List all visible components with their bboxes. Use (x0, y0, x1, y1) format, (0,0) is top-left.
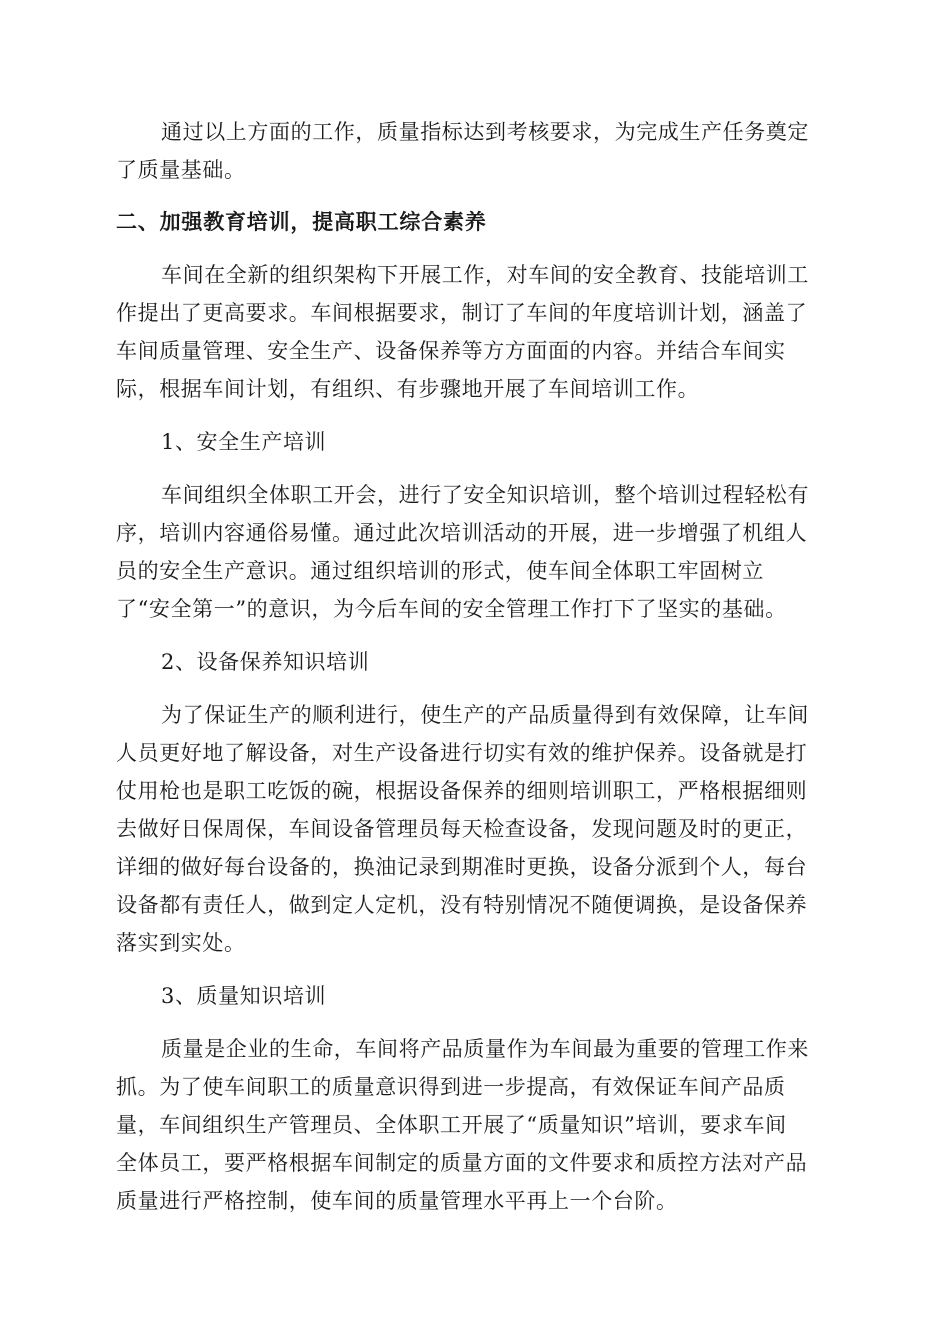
paragraph-line: 详细的做好每台设备的，换油记录到期准时更换，设备分派到个人，每台 (116, 855, 808, 879)
paragraph-line: 质量是企业的生命，车间将产品质量作为车间最为重要的管理工作来 (161, 1037, 809, 1061)
paragraph-line: 作提出了更高要求。车间根据要求，制订了车间的年度培训计划，涵盖了 (116, 301, 808, 325)
paragraph-line: 仗用枪也是职工吃饭的碗，根据设备保养的细则培训职工，严格根据细则 (116, 779, 808, 803)
section-heading: 二、加强教育培训，提高职工综合素养 (116, 210, 487, 234)
paragraph-line: 落实到实处。 (116, 931, 246, 955)
subsection-heading: 1、安全生产培训 (161, 430, 327, 454)
paragraph-line: 际，根据车间计划，有组织、有步骤地开展了车间培训工作。 (116, 377, 700, 401)
paragraph-line: 了“安全第一”的意识，为今后车间的安全管理工作打下了坚实的基础。 (116, 597, 787, 621)
paragraph-line: 设备都有责任人，做到定人定机，没有特别情况不随便调换，是设备保养 (116, 893, 808, 917)
paragraph-line: 通过以上方面的工作，质量指标达到考核要求，为完成生产任务奠定 (161, 120, 809, 144)
paragraph-line: 车间质量管理、安全生产、设备保养等方方面面的内容。并结合车间实 (116, 339, 786, 363)
paragraph-line: 量，车间组织生产管理员、全体职工开展了“质量知识”培训，要求车间 (116, 1113, 787, 1137)
paragraph-line: 序，培训内容通俗易懂。通过此次培训活动的开展，进一步增强了机组人 (116, 521, 808, 545)
paragraph-line: 了质量基础。 (116, 158, 246, 182)
paragraph-line: 质量进行严格控制，使车间的质量管理水平再上一个台阶。 (116, 1189, 678, 1213)
paragraph-line: 车间在全新的组织架构下开展工作，对车间的安全教育、技能培训工 (161, 263, 809, 287)
paragraph-line: 为了保证生产的顺利进行，使生产的产品质量得到有效保障，让车间 (161, 703, 809, 727)
paragraph-line: 员的安全生产意识。通过组织培训的形式，使车间全体职工牢固树立 (116, 559, 764, 583)
paragraph-line: 人员更好地了解设备，对生产设备进行切实有效的维护保养。设备就是打 (116, 741, 808, 765)
paragraph-line: 车间组织全体职工开会，进行了安全知识培训，整个培训过程轻松有 (161, 483, 809, 507)
subsection-heading: 2、设备保养知识培训 (161, 650, 370, 674)
paragraph-line: 全体员工，要严格根据车间制定的质量方面的文件要求和质控方法对产品 (116, 1151, 808, 1175)
paragraph-line: 去做好日保周保，车间设备管理员每天检查设备，发现问题及时的更正， (116, 817, 808, 841)
paragraph-line: 抓。为了使车间职工的质量意识得到进一步提高，有效保证车间产品质 (116, 1075, 786, 1099)
subsection-heading: 3、质量知识培训 (161, 984, 327, 1008)
